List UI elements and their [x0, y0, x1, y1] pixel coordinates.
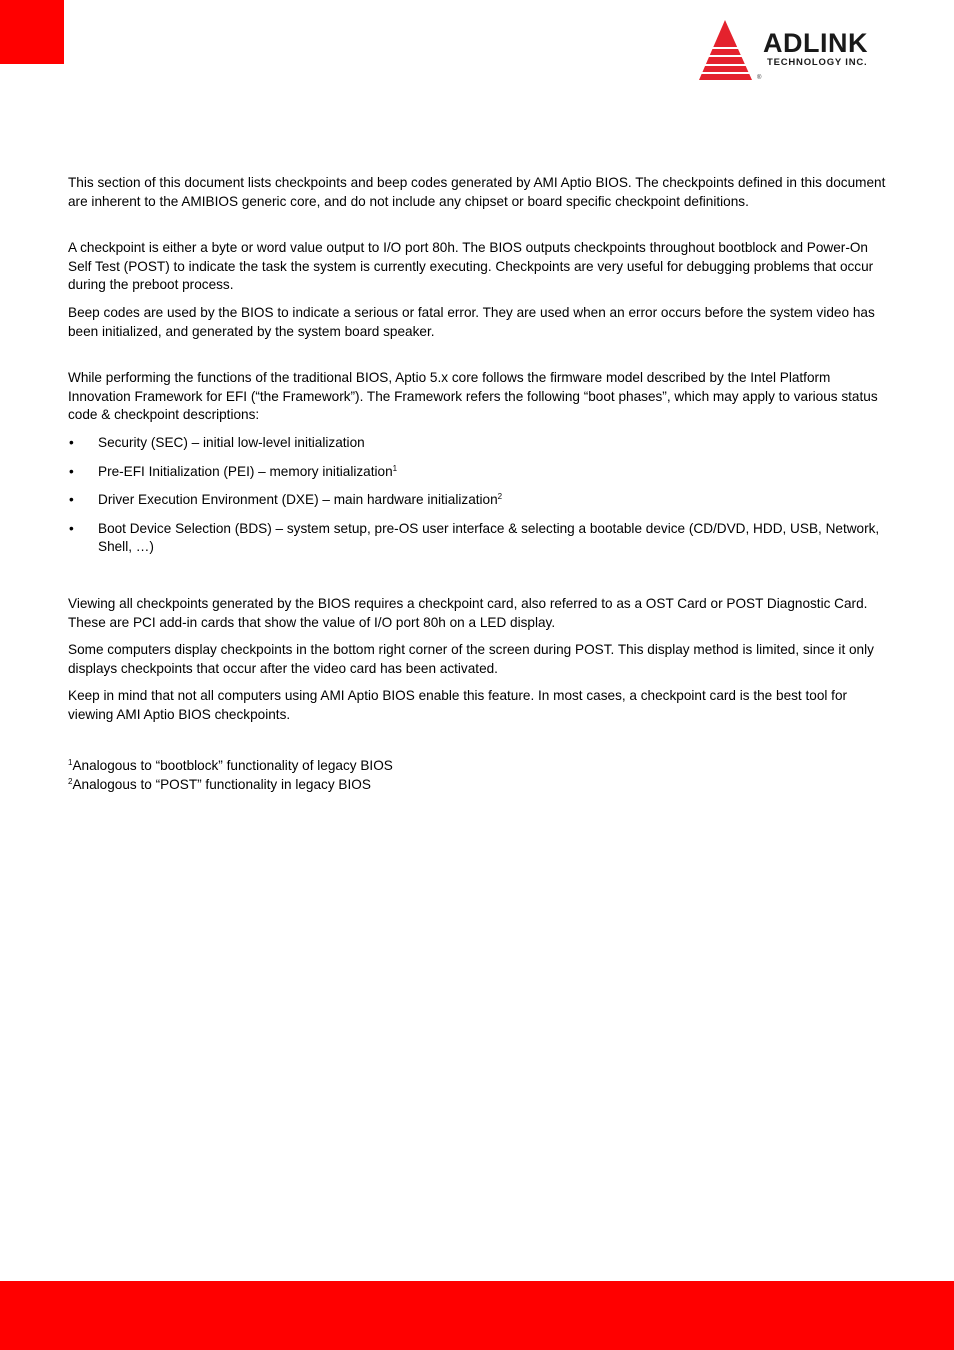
list-item-text: Driver Execution Environment (DXE) – main hardware initialization: [98, 492, 498, 508]
list-item: [68, 463, 890, 482]
footnote-number: 2: [68, 777, 73, 787]
footnote: [68, 757, 890, 776]
list-item-text: Pre-EFI Initialization (PEI) – memory initialization: [98, 463, 393, 479]
footnote-text: Analogous to “bootblock” functionality of legacy BIOS: [72, 758, 393, 774]
list-item: [68, 491, 890, 510]
boot-phases-paragraph: While performing the functions of the traditional BIOS, Aptio 5.x core follows the firmware model described by the Intel Platform Innovation Framework for EFI (“the Framework”). The Framework refers the following “boot phases”, which may apply to various status code & checkpoint descriptions:: [68, 370, 878, 423]
beep-codes-paragraph: Beep codes are used by the BIOS to indicate a serious or fatal error. They are used when an error occurs before the system video has been initialized, and generated by the system board speaker.: [68, 304, 875, 339]
checkpoint-card-paragraph: Viewing all checkpoints generated by the BIOS requires a checkpoint card, also referred to as a OST Card or POST Diagnostic Card. These are PCI add-in cards that show the value of I/O port 80h on a LED display.: [68, 595, 868, 630]
boot-phase-list: [68, 434, 890, 557]
footnote-text: Analogous to “POST” functionality in legacy BIOS: [72, 777, 371, 793]
bullet-icon: •: [69, 520, 74, 536]
corner-tab: [0, 0, 64, 64]
bullet-icon: •: [69, 492, 74, 508]
screen-display-paragraph: Some computers display checkpoints in the bottom right corner of the screen during POST. This display method is limited, since it only displays checkpoints that occur after the video card has been activated.: [68, 642, 874, 676]
logo-tagline: TECHNOLOGY INC.: [767, 57, 868, 68]
feature-note-paragraph: Keep in mind that not all computers using AMI Aptio BIOS enable this feature. In most cases, a checkpoint card is the best tool for viewing AMI Aptio BIOS checkpoints.: [68, 688, 848, 722]
footnotes: [68, 757, 890, 794]
list-item-text: Boot Device Selection (BDS) – system setup, pre-OS user interface & selecting a bootable device (CD/DVD, HDD, USB, Network, Shell, …): [98, 520, 880, 555]
checkpoint-definition-paragraph: A checkpoint is either a byte or word value output to I/O port 80h. The BIOS outputs checkpoints throughout bootblock and Power-On Self Test (POST) to indicate the task the system is currently executing. Checkpoints are very useful for debugging problems that occur during the preboot process.: [68, 240, 874, 293]
list-item: [68, 434, 890, 453]
bullet-icon: •: [69, 463, 74, 479]
footnote-ref: 1: [392, 463, 398, 473]
logo-wordmark: ADLINK: [763, 28, 868, 58]
list-item: [68, 520, 890, 557]
footnote: [68, 776, 890, 795]
intro-paragraph: This section of this document lists checkpoints and beep codes generated by AMI Aptio BIOS. The checkpoints defined in this document are inherent to the AMIBIOS generic core, and do not include any chipset or board specific checkpoint definitions.: [68, 175, 886, 209]
logo-triangle-icon: [695, 18, 761, 84]
footnote-ref: 2: [497, 492, 503, 502]
adlink-logo: [695, 18, 910, 84]
footnote-number: 1: [68, 758, 73, 768]
logo-registered-mark: ®: [757, 75, 762, 81]
list-item-text: Security (SEC) – initial low-level initialization: [98, 434, 365, 450]
bullet-icon: •: [69, 434, 74, 450]
footer-bar: [0, 1281, 954, 1350]
document-body: [68, 174, 890, 795]
